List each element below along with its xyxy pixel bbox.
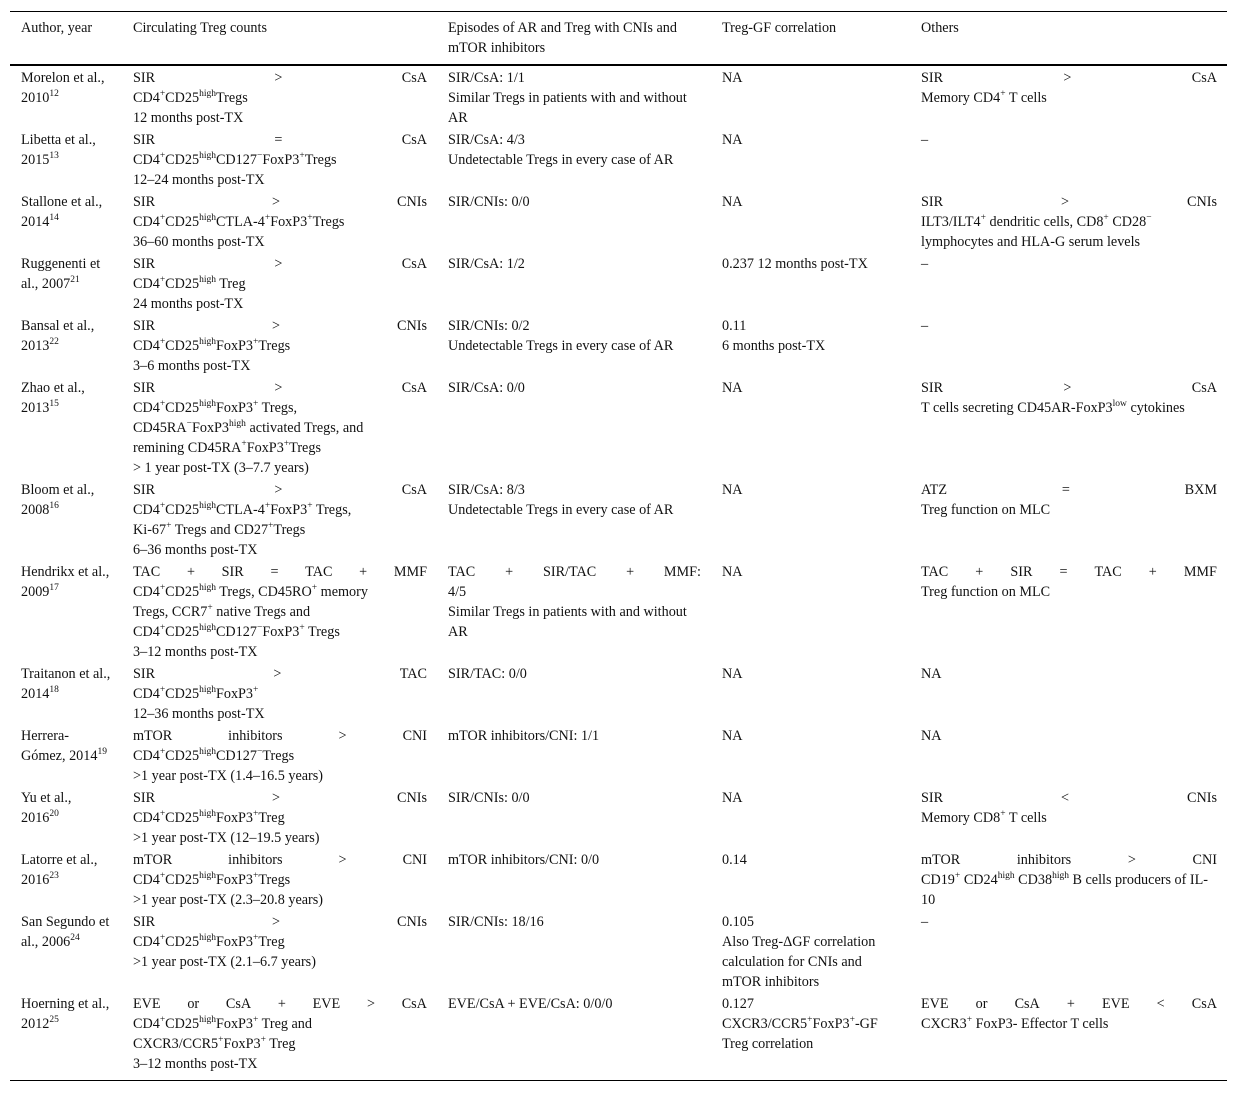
- treg-counts-cell: [122, 65, 437, 128]
- table-row: [10, 910, 1227, 992]
- cell-line: TAC + SIR = TAC + MMF: [133, 564, 427, 580]
- cell-line: –: [921, 132, 929, 148]
- reference-number: 22: [49, 337, 59, 347]
- cell-line: NA: [722, 380, 743, 396]
- author-year-cell: [10, 314, 122, 376]
- author-year-cell: [10, 786, 122, 848]
- cell-line: $CD4^+CD25^{high}FoxP3^+$ Tregs,: [133, 399, 298, 416]
- cell-line: >1 year post-TX (12–19.5 years): [133, 830, 320, 846]
- author-year-cell: [10, 724, 122, 786]
- cell-line: Tregs, CCR7+ native Tregs and: [133, 603, 311, 620]
- author-year: Libetta et al., 2015: [21, 132, 96, 168]
- gf-correlation-cell: [711, 190, 910, 252]
- others-cell: [910, 252, 1227, 314]
- cell-line: SIR > CsA: [133, 256, 427, 272]
- header-ar-episodes: Episodes of AR and Treg with CNIs and mTOR inhibitors: [448, 20, 677, 56]
- ar-episodes-cell: [437, 376, 711, 478]
- reference-number: 13: [49, 151, 59, 161]
- cell-line: 12–24 months post-TX: [133, 172, 265, 188]
- cell-line: 4/5: [448, 584, 467, 600]
- others-cell: [910, 910, 1227, 992]
- gf-correlation-cell: [711, 910, 910, 992]
- ar-episodes-cell: [437, 314, 711, 376]
- reference-number: 23: [49, 871, 59, 881]
- treg-counts-cell: [122, 314, 437, 376]
- cell-line: $CD4^+CD25^{high}CTLA-4^+FoxP3^+Tregs$: [133, 213, 345, 230]
- cell-line: SIR/CsA: 4/3: [448, 132, 525, 148]
- cell-line: CXCR3/CCR5+FoxP3+-GF Treg correlation: [722, 1015, 878, 1052]
- table-row: [10, 65, 1227, 128]
- cell-line: NA: [722, 790, 743, 806]
- author-year-cell: [10, 662, 122, 724]
- table-row: [10, 128, 1227, 190]
- cell-line: NA: [722, 70, 743, 86]
- gf-correlation-cell: [711, 314, 910, 376]
- cell-line: Also Treg-ΔGF correlation calculation for CNIs and mTOR inhibitors: [722, 934, 876, 990]
- cell-line: 3–6 months post-TX: [133, 358, 251, 374]
- cell-line: $CD4^+CD25^{high}FoxP3^+$ Treg and: [133, 1015, 312, 1032]
- gf-correlation-cell: [711, 478, 910, 560]
- others-cell: [910, 190, 1227, 252]
- cell-line: $CD4^+CD25^{high}$ Tregs, CD45RO+ memory: [133, 583, 368, 600]
- cell-line: SIR/CNIs: 0/0: [448, 194, 530, 210]
- cell-line: T cells secreting $CD45AR-FoxP3^{low}$ cytokines: [921, 399, 1185, 416]
- others-cell: [910, 786, 1227, 848]
- cell-line: $CD4^+CD25^{high}FoxP3^+Tregs$: [133, 871, 291, 888]
- cell-line: $CD4^+CD25^{high}CTLA-4^+FoxP3^+$ Tregs,: [133, 501, 352, 518]
- author-year: Hendrikx et al., 2009: [21, 564, 110, 600]
- treg-counts-cell: [122, 724, 437, 786]
- ar-episodes-cell: [437, 786, 711, 848]
- others-cell: [910, 662, 1227, 724]
- cell-line: SIR/CNIs: 18/16: [448, 914, 544, 930]
- table-row: [10, 478, 1227, 560]
- cell-line: NA: [722, 564, 743, 580]
- table-row: [10, 992, 1227, 1081]
- others-cell: [910, 128, 1227, 190]
- cell-line: 0.11: [722, 318, 747, 334]
- cell-line: Undetectable Tregs in every case of AR: [448, 338, 674, 354]
- ar-episodes-cell: [437, 992, 711, 1081]
- reference-number: 20: [49, 809, 59, 819]
- cell-line: NA: [722, 728, 743, 744]
- cell-line: NA: [722, 482, 743, 498]
- others-cell: [910, 724, 1227, 786]
- ar-episodes-cell: [437, 910, 711, 992]
- treg-counts-cell: [122, 848, 437, 910]
- others-cell: [910, 376, 1227, 478]
- author-year: Morelon et al., 2010: [21, 70, 105, 106]
- ar-episodes-cell: [437, 478, 711, 560]
- reference-number: 16: [49, 501, 59, 511]
- table-row: [10, 314, 1227, 376]
- author-year-cell: [10, 376, 122, 478]
- cell-line: SIR/CNIs: 0/2: [448, 318, 530, 334]
- ar-episodes-cell: [437, 190, 711, 252]
- others-cell: [910, 992, 1227, 1081]
- ar-episodes-cell: [437, 65, 711, 128]
- reference-number: 25: [49, 1015, 59, 1025]
- cell-line: CD19+ $CD24^{high}$ $CD38^{high}$ B cells producers of IL-10: [921, 871, 1209, 908]
- author-year: Latorre et al., 2016: [21, 852, 98, 888]
- gf-correlation-cell: [711, 252, 910, 314]
- author-year: San Segundo et al., 2006: [21, 914, 110, 950]
- gf-correlation-cell: [711, 786, 910, 848]
- cell-line: Undetectable Tregs in every case of AR: [448, 502, 674, 518]
- cell-line: NA: [921, 666, 942, 682]
- ar-episodes-cell: [437, 252, 711, 314]
- table-container: [10, 11, 1227, 1081]
- cell-line: NA: [722, 132, 743, 148]
- cell-line: TAC + SIR = TAC + MMF: [921, 564, 1217, 580]
- cell-line: Treg function on MLC: [921, 584, 1051, 600]
- gf-correlation-cell: [711, 992, 910, 1081]
- cell-line: SIR > CsA: [921, 70, 1217, 86]
- treg-studies-table: [10, 11, 1227, 1081]
- cell-line: 12–36 months post-TX: [133, 706, 265, 722]
- cell-line: $CD4^+CD25^{high}FoxP3^+$: [133, 685, 259, 702]
- cell-line: 0.14: [722, 852, 747, 868]
- cell-line: mTOR inhibitors/CNI: 0/0: [448, 852, 600, 868]
- cell-line: SIR > CsA: [133, 482, 427, 498]
- cell-line: >1 year post-TX (2.3–20.8 years): [133, 892, 324, 908]
- cell-line: mTOR inhibitors > CNI: [133, 728, 427, 744]
- cell-line: 0.237 12 months post-TX: [722, 256, 868, 272]
- table-row: [10, 662, 1227, 724]
- treg-counts-cell: [122, 662, 437, 724]
- cell-line: EVE/CsA + EVE/CsA: 0/0/0: [448, 996, 613, 1012]
- author-year: Bansal et al., 2013: [21, 318, 95, 354]
- cell-line: Memory CD8+ T cells: [921, 809, 1047, 826]
- ar-episodes-cell: [437, 724, 711, 786]
- treg-counts-cell: [122, 560, 437, 662]
- cell-line: SIR/CsA: 1/2: [448, 256, 525, 272]
- cell-line: SIR/CsA: 1/1: [448, 70, 525, 86]
- cell-line: 36–60 months post-TX: [133, 234, 265, 250]
- author-year-cell: [10, 848, 122, 910]
- cell-line: SIR > CNIs: [133, 790, 427, 806]
- reference-number: 19: [97, 747, 107, 757]
- treg-counts-cell: [122, 910, 437, 992]
- gf-correlation-cell: [711, 662, 910, 724]
- cell-line: NA: [921, 728, 942, 744]
- author-year-cell: [10, 128, 122, 190]
- author-year: Yu et al., 2016: [21, 790, 72, 826]
- gf-correlation-cell: [711, 65, 910, 128]
- table-row: [10, 252, 1227, 314]
- header-author: Author, year: [21, 20, 93, 36]
- gf-correlation-cell: [711, 560, 910, 662]
- treg-counts-cell: [122, 376, 437, 478]
- author-year-cell: [10, 65, 122, 128]
- table-row: [10, 724, 1227, 786]
- cell-line: SIR > CsA: [133, 70, 427, 86]
- cell-line: TAC + SIR/TAC + MMF:: [448, 564, 701, 580]
- table-body: [10, 65, 1227, 1081]
- author-year: Hoerning et al., 2012: [21, 996, 110, 1032]
- cell-line: SIR > CNIs: [921, 194, 1217, 210]
- author-year: Bloom et al., 2008: [21, 482, 95, 518]
- header-treg-counts: Circulating Treg counts: [133, 20, 267, 36]
- table-row: [10, 190, 1227, 252]
- cell-line: ATZ = BXM: [921, 482, 1217, 498]
- ar-episodes-cell: [437, 560, 711, 662]
- cell-line: > 1 year post-TX (3–7.7 years): [133, 460, 309, 476]
- cell-line: ILT3/ILT4+ dendritic cells, CD8+ CD28− lymphocytes and HLA-G serum levels: [921, 213, 1152, 250]
- author-year-cell: [10, 560, 122, 662]
- cell-line: CXCR3+ FoxP3- Effector T cells: [921, 1015, 1109, 1032]
- author-year: Herrera-Gómez, 2014: [21, 728, 98, 764]
- cell-line: EVE or CsA + EVE > CsA: [133, 996, 427, 1012]
- cell-line: >1 year post-TX (2.1–6.7 years): [133, 954, 316, 970]
- others-cell: [910, 314, 1227, 376]
- cell-line: CXCR3/CCR5+FoxP3+ Treg: [133, 1035, 296, 1052]
- cell-line: Treg function on MLC: [921, 502, 1051, 518]
- gf-correlation-cell: [711, 128, 910, 190]
- cell-line: SIR/CNIs: 0/0: [448, 790, 530, 806]
- author-year-cell: [10, 992, 122, 1081]
- author-year-cell: [10, 190, 122, 252]
- reference-number: 18: [49, 685, 59, 695]
- cell-line: NA: [722, 666, 743, 682]
- cell-line: Memory CD4+ T cells: [921, 89, 1047, 106]
- cell-line: NA: [722, 194, 743, 210]
- others-cell: [910, 478, 1227, 560]
- cell-line: SIR < CNIs: [921, 790, 1217, 806]
- reference-number: 14: [49, 213, 59, 223]
- ar-episodes-cell: [437, 662, 711, 724]
- cell-line: SIR = CsA: [133, 132, 427, 148]
- cell-line: 3–12 months post-TX: [133, 644, 258, 660]
- cell-line: Similar Tregs in patients with and without AR: [448, 604, 687, 640]
- header-row: [10, 12, 1227, 66]
- ar-episodes-cell: [437, 128, 711, 190]
- others-cell: [910, 560, 1227, 662]
- cell-line: SIR/CsA: 8/3: [448, 482, 525, 498]
- cell-line: SIR > CNIs: [133, 194, 427, 210]
- table-row: [10, 848, 1227, 910]
- cell-line: –: [921, 318, 929, 334]
- author-year: Traitanon et al., 2014: [21, 666, 111, 702]
- cell-line: 3–12 months post-TX: [133, 1056, 258, 1072]
- others-cell: [910, 65, 1227, 128]
- reference-number: 17: [49, 583, 59, 593]
- cell-line: $CD45RA^-FoxP3^{high}$ activated Tregs, and: [133, 419, 364, 436]
- cell-line: Similar Tregs in patients with and without AR: [448, 90, 687, 126]
- treg-counts-cell: [122, 252, 437, 314]
- cell-line: SIR/TAC: 0/0: [448, 666, 527, 682]
- cell-line: SIR > TAC: [133, 666, 427, 682]
- author-year-cell: [10, 252, 122, 314]
- cell-line: SIR/CsA: 0/0: [448, 380, 525, 396]
- cell-line: 6–36 months post-TX: [133, 542, 258, 558]
- treg-counts-cell: [122, 128, 437, 190]
- cell-line: $CD4^+CD25^{high}$ Treg: [133, 275, 246, 292]
- author-year: Ruggenenti et al., 2007: [21, 256, 101, 292]
- table-row: [10, 376, 1227, 478]
- cell-line: 12 months post-TX: [133, 110, 244, 126]
- header-others: Others: [921, 20, 959, 36]
- table-row: [10, 786, 1227, 848]
- reference-number: 24: [70, 933, 80, 943]
- cell-line: SIR > CsA: [133, 380, 427, 396]
- cell-line: 0.105: [722, 914, 754, 930]
- cell-line: EVE or CsA + EVE < CsA: [921, 996, 1217, 1012]
- cell-line: –: [921, 256, 929, 272]
- author-year-cell: [10, 910, 122, 992]
- cell-line: SIR > CsA: [921, 380, 1217, 396]
- cell-line: >1 year post-TX (1.4–16.5 years): [133, 768, 324, 784]
- gf-correlation-cell: [711, 724, 910, 786]
- reference-number: 15: [49, 399, 59, 409]
- cell-line: Ki-67+ Tregs and CD27+Tregs: [133, 521, 306, 538]
- cell-line: $CD4^+CD25^{high}FoxP3^+Treg$: [133, 809, 285, 826]
- cell-line: mTOR inhibitors/CNI: 1/1: [448, 728, 600, 744]
- treg-counts-cell: [122, 786, 437, 848]
- cell-line: –: [921, 914, 929, 930]
- cell-line: 6 months post-TX: [722, 338, 826, 354]
- cell-line: $CD4^+CD25^{high}CD127^-FoxP3^+Tregs$: [133, 151, 337, 168]
- author-year: Zhao et al., 2013: [21, 380, 85, 416]
- cell-line: remining CD45RA+FoxP3+Tregs: [133, 439, 321, 456]
- author-year-cell: [10, 478, 122, 560]
- author-year: Stallone et al., 2014: [21, 194, 103, 230]
- cell-line: mTOR inhibitors > CNI: [921, 852, 1217, 868]
- cell-line: $CD4^+CD25^{high}FoxP3^+Tregs$: [133, 337, 291, 354]
- cell-line: 0.127: [722, 996, 754, 1012]
- cell-line: SIR > CNIs: [133, 318, 427, 334]
- reference-number: 12: [49, 89, 59, 99]
- cell-line: mTOR inhibitors > CNI: [133, 852, 427, 868]
- cell-line: SIR > CNIs: [133, 914, 427, 930]
- cell-line: $CD4^+CD25^{high}CD127^-FoxP3^+$ Tregs: [133, 623, 340, 640]
- cell-line: $CD4^+CD25^{high}FoxP3^+Treg$: [133, 933, 285, 950]
- ar-episodes-cell: [437, 848, 711, 910]
- cell-line: Undetectable Tregs in every case of AR: [448, 152, 674, 168]
- gf-correlation-cell: [711, 376, 910, 478]
- gf-correlation-cell: [711, 848, 910, 910]
- header-gf-correlation: Treg-GF correlation: [722, 20, 837, 36]
- treg-counts-cell: [122, 190, 437, 252]
- others-cell: [910, 848, 1227, 910]
- table-header: [10, 12, 1227, 66]
- treg-counts-cell: [122, 992, 437, 1081]
- cell-line: $CD4^+CD25^{high}CD127^-Tregs$: [133, 747, 295, 764]
- table-row: [10, 560, 1227, 662]
- cell-line: $CD4^+CD25^{high}Tregs$: [133, 89, 248, 106]
- cell-line: 24 months post-TX: [133, 296, 244, 312]
- treg-counts-cell: [122, 478, 437, 560]
- reference-number: 21: [70, 275, 80, 285]
